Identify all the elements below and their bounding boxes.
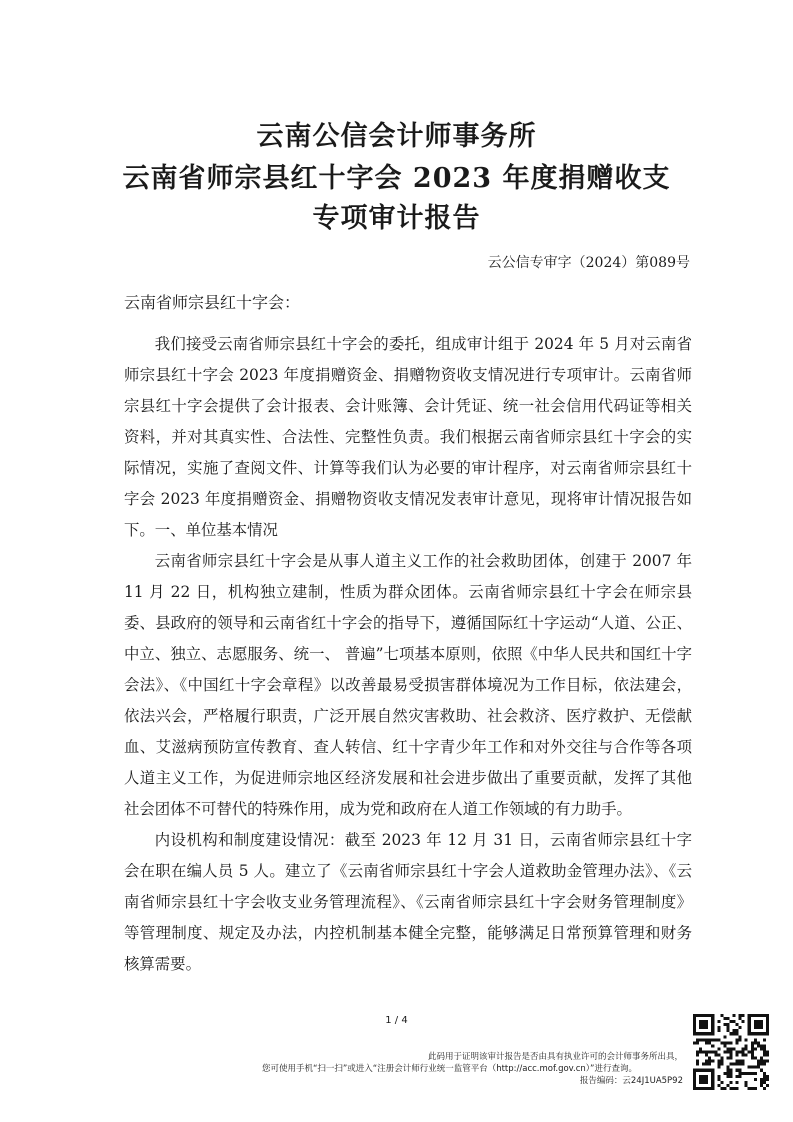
- verification-note-line2: 您可使用手机“扫一扫”或进入“注册会计师行业统一监管平台（http://acc.mof.gov.cn）”进行查询。: [262, 1064, 637, 1074]
- report-title: 云南省师宗县红十字会 2023 年度捐赠收支: [122, 163, 671, 194]
- document-number: 云公信专审字（2024）第089号: [487, 255, 690, 271]
- verification-note-line1: 此码用于证明该审计报告是否由具有执业许可的会计师事务所出具，: [427, 1052, 683, 1062]
- page-number: 1 / 4: [385, 1015, 408, 1026]
- basic-info-paragraph: 云南省师宗县红十字会是从事人道主义工作的社会救助团体，创建于 2007 年 11 月 22 日，机构独立建制，性质为群众团体。云南省师宗县红十字会在师宗县委、县政府的领导和云南省红十字会的指导下，遵循国际红十字运动“人道、公正、中立、独立、志愿服务、统一、 普遍”七项基本原则，依照《中华人民共和国红十字会法》、《中国红十字会章程》以改善最易受损害群体境况为工作目标，依法建会，依法兴会，严格履行职责，广泛开展自然灾害救助、社会救济、医疗救护、无偿献血、艾滋病预防宣传教育、查人转信、红十字青少年工作和对外交往与合作等各项人道主义工作，为促进师宗地区经济发展和社会进步做出了重要贡献，发挥了其他社会团体不可替代的特殊作用，成为党和政府在人道工作领域的有力助手。: [124, 552, 692, 818]
- report-subtitle: 专项审计报告: [312, 203, 481, 234]
- internal-control-paragraph: 内设机构和制度建设情况：截至 2023 年 12 月 31 日，云南省师宗县红十字会在职在编人员 5 人。建立了《云南省师宗县红十字会人道救助金管理办法》、《云南省师宗县红十字会收支业务管理流程》、《云南省师宗县红十字会财务管理制度》 等管理制度、规定及办法，内控机制基本健全完整，能够满足日常预算管理和财务核算需要。: [124, 831, 692, 973]
- section-heading-basic-info: 一、单位基本情况: [154, 521, 278, 539]
- addressee: 云南省师宗县红十字会：: [124, 293, 301, 312]
- verification-qr-code-icon: [693, 1014, 769, 1090]
- firm-name: 云南公信会计师事务所: [256, 121, 537, 152]
- intro-paragraph: 我们接受云南省师宗县红十字会的委托，组成审计组于 2024 年 5 月对云南省师宗县红十字会 2023 年度捐赠资金、捐赠物资收支情况进行专项审计。云南省师宗县红十字会提供了会计报表、会计账簿、会计凭证、统一社会信用代码证等相关资料，并对其真实性、合法性、完整性负责。我们根据云南省师宗县红十字会的实际情况，实施了查阅文件、计算等我们认为必要的审计程序，对云南省师宗县红十字会 2023 年度捐赠资金、捐赠物资收支情况发表审计意见，现将审计情况报告如下。: [124, 335, 692, 539]
- report-code: 报告编码：云24J1UA5P92: [579, 1076, 683, 1086]
